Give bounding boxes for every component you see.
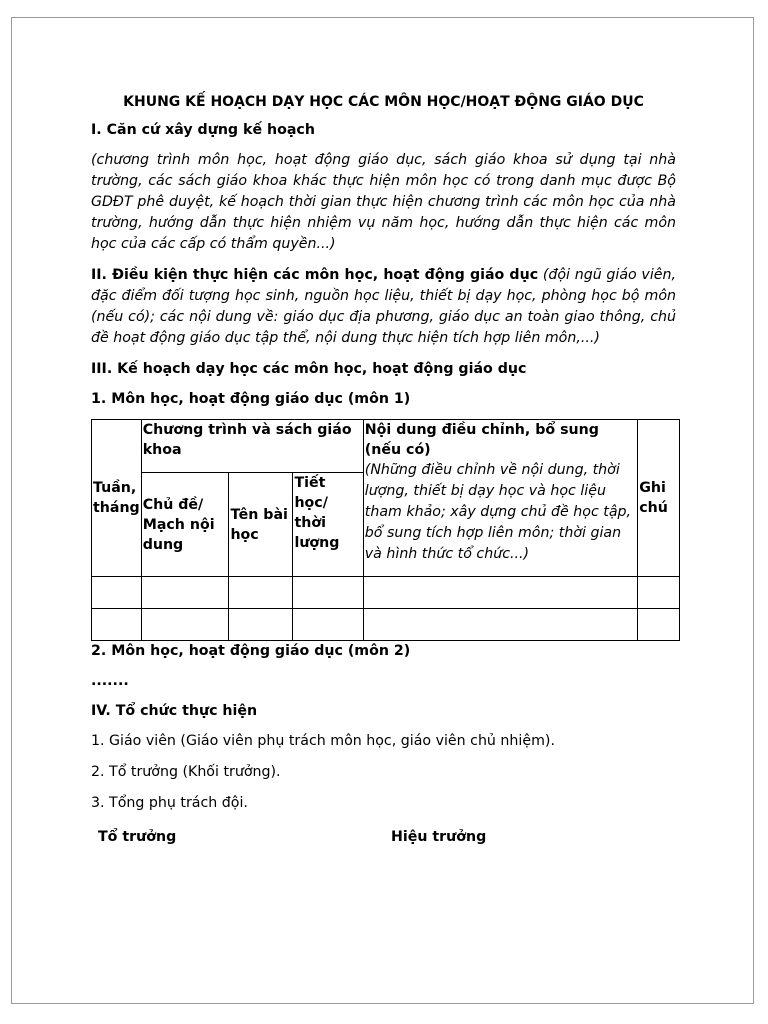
- table-cell: [363, 577, 637, 609]
- document-page: [11, 17, 754, 1004]
- table-cell: [141, 609, 229, 641]
- table-cell: [92, 577, 142, 609]
- section-2-paragraph: [91, 265, 676, 349]
- section-4-item-2: 2. Tổ trưởng (Khối trưởng).: [91, 764, 281, 780]
- signature-left: Tổ trưởng: [98, 829, 177, 845]
- header-program: Chương trình và sách giáo khoa: [141, 420, 363, 473]
- table-cell: [92, 609, 142, 641]
- header-topic: Chủ đề/ Mạch nội dung: [141, 473, 229, 577]
- section-1-note: (chương trình môn học, hoạt động giáo dục, sách giáo khoa sử dụng tại nhà trường, các sách giáo khoa khác thực hiện môn học có trong danh mục được Bộ GDĐT phê duyệt, kế hoạch thời gian thực hiện chương trình các môn học của nhà trường, hướng dẫn thực hiện nhiệm vụ năm học, hướng dẫn thực hiện các môn học của các cấp có thẩm quyền...): [91, 152, 676, 252]
- section-4-item-1: 1. Giáo viên (Giáo viên phụ trách môn học, giáo viên chủ nhiệm).: [91, 733, 555, 749]
- document-title: KHUNG KẾ HOẠCH DẠY HỌC CÁC MÔN HỌC/HOẠT ĐỘNG GIÁO DỤC: [123, 94, 644, 110]
- section-2-heading: II. Điều kiện thực hiện các môn học, hoạt động giáo dục: [91, 267, 539, 283]
- header-lesson: Tên bài học: [229, 473, 293, 577]
- table-cell: [363, 609, 637, 641]
- table-cell: [638, 577, 680, 609]
- section-4-heading: IV. Tổ chức thực hiện: [91, 703, 258, 719]
- table-cell: [229, 577, 293, 609]
- table-row: [92, 609, 680, 641]
- table-cell: [638, 609, 680, 641]
- header-adjustment-note: (Những điều chỉnh về nội dung, thời lượng, thiết bị dạy học và học liệu tham khảo; xây dựng chủ đề học tập, bổ sung tích hợp liên môn; thời gian và hình thức tổ chức...): [364, 462, 632, 562]
- signature-right: Hiệu trưởng: [391, 829, 487, 845]
- table-cell: [229, 609, 293, 641]
- header-period: Tiết học/ thời lượng: [293, 473, 363, 577]
- section-1-heading: I. Căn cứ xây dựng kế hoạch: [91, 122, 315, 138]
- header-adjustment: [363, 420, 637, 577]
- section-4-item-3: 3. Tổng phụ trách đội.: [91, 795, 248, 811]
- table-cell: [293, 577, 363, 609]
- header-note: Ghi chú: [638, 420, 680, 577]
- table-cell: [293, 609, 363, 641]
- subject-2-heading: 2. Môn học, hoạt động giáo dục (môn 2): [91, 643, 411, 659]
- section-2-note: (đội ngũ giáo viên, đặc điểm đối tượng học sinh, nguồn học liệu, thiết bị dạy học, phòng học bộ môn (nếu có); các nội dung về: giáo dục địa phương, giáo dục an toàn giao thông, chủ đề hoạt động giáo dục tập thể, nội dung thực hiện tích hợp liên môn,...): [91, 267, 677, 346]
- table-row: [92, 577, 680, 609]
- header-week: Tuần, tháng: [92, 420, 142, 577]
- subject-1-heading: 1. Môn học, hoạt động giáo dục (môn 1): [91, 391, 411, 407]
- document-content: [91, 94, 676, 824]
- section-3-heading: III. Kế hoạch dạy học các môn học, hoạt động giáo dục: [91, 361, 527, 377]
- ellipsis: .......: [91, 673, 129, 689]
- header-adjustment-title: Nội dung điều chỉnh, bổ sung (nếu có): [364, 422, 599, 458]
- plan-table: [91, 419, 680, 641]
- table-cell: [141, 577, 229, 609]
